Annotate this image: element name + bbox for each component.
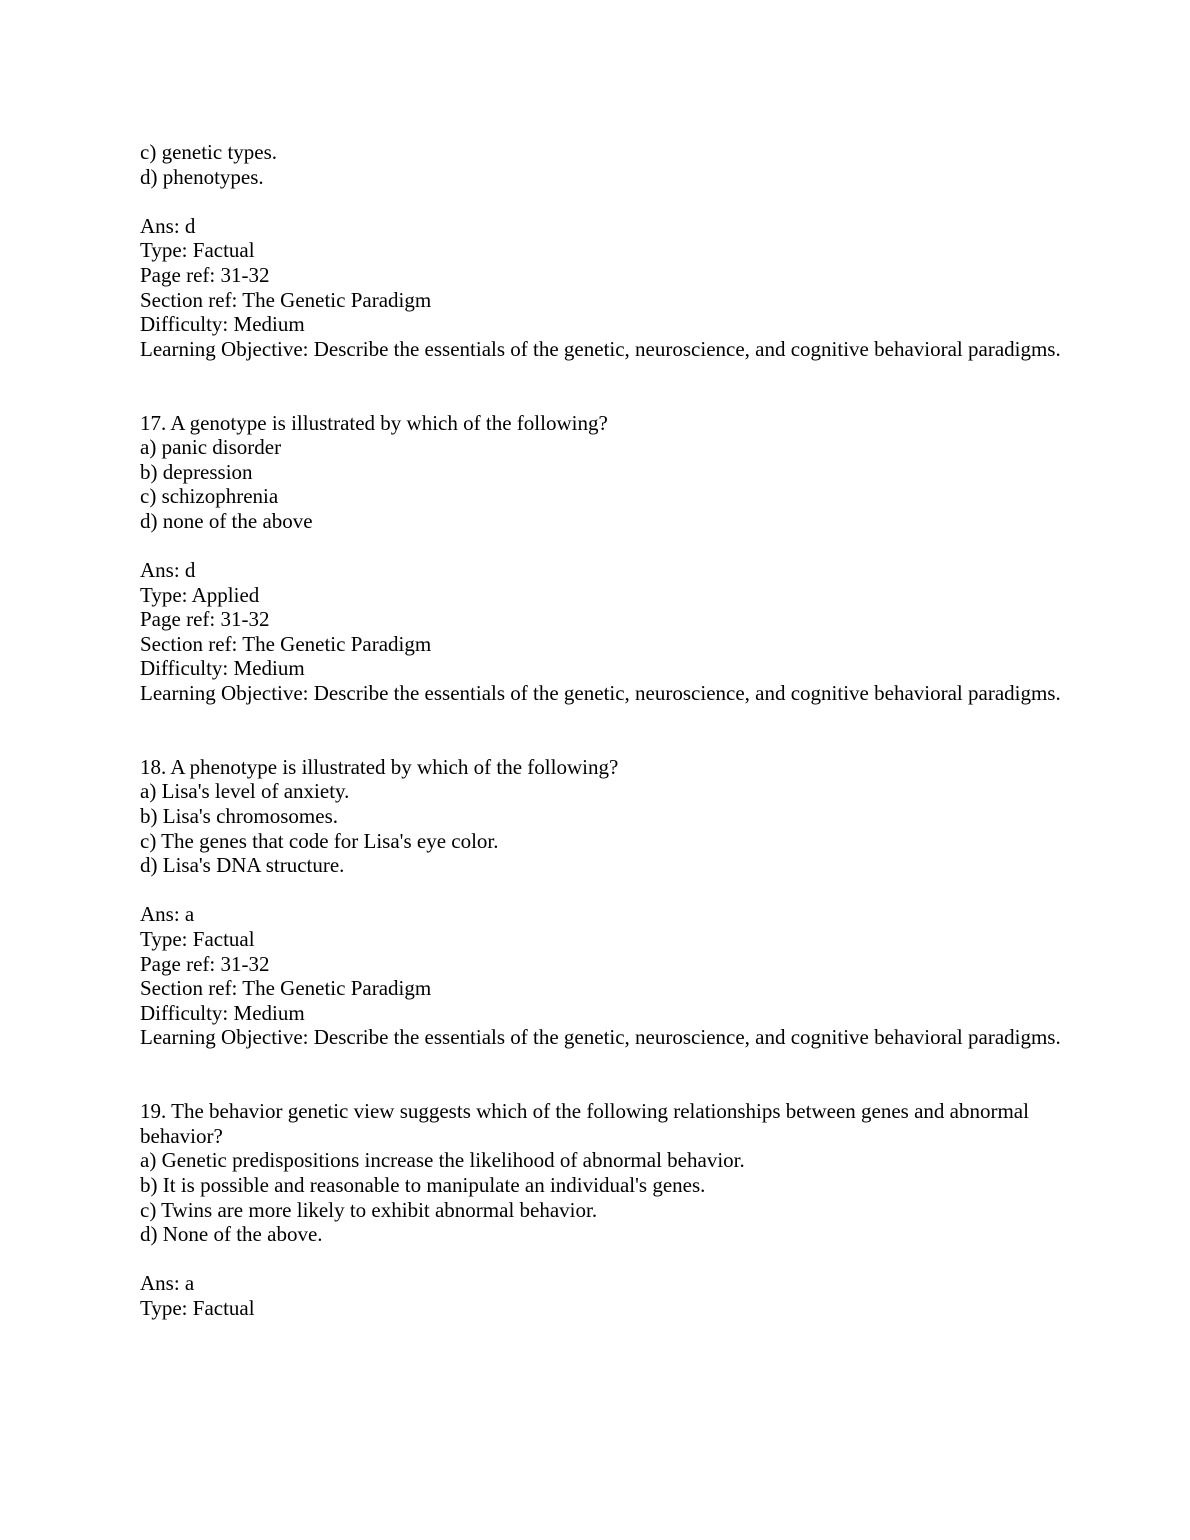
learning-objective-line: Learning Objective: Describe the essentials of the genetic, neuroscience, and cognitive behavioral paradigms. — [140, 336, 1061, 361]
question-stem: 19. The behavior genetic view suggests which of the following relationships between genes and abnormal behavior? — [140, 1099, 1029, 1148]
option-c: c) Twins are more likely to exhibit abnormal behavior. — [140, 1197, 598, 1222]
option-b: b) depression — [140, 459, 253, 484]
page-ref-line: Page ref: 31-32 — [140, 951, 270, 976]
option-c: c) The genes that code for Lisa's eye color. — [140, 828, 499, 853]
section-ref-line: Section ref: The Genetic Paradigm — [140, 287, 432, 312]
difficulty-line: Difficulty: Medium — [140, 312, 305, 337]
question-17 — [140, 411, 1070, 706]
option-a: a) Lisa's level of anxiety. — [140, 779, 350, 804]
option-d: d) None of the above. — [140, 1222, 323, 1247]
type-line: Type: Factual — [140, 1295, 255, 1320]
question-18 — [140, 755, 1070, 1050]
document-page — [140, 140, 1070, 1321]
learning-objective-line: Learning Objective: Describe the essentials of the genetic, neuroscience, and cognitive behavioral paradigms. — [140, 1025, 1061, 1050]
option-d: d) phenotypes. — [140, 164, 264, 189]
question-19 — [140, 1099, 1070, 1320]
section-ref-line: Section ref: The Genetic Paradigm — [140, 631, 432, 656]
answer-line: Ans: a — [140, 902, 195, 927]
option-c: c) genetic types. — [140, 140, 278, 164]
section-ref-line: Section ref: The Genetic Paradigm — [140, 976, 432, 1001]
question-16-continuation — [140, 140, 1070, 361]
answer-line: Ans: d — [140, 558, 196, 583]
learning-objective-line: Learning Objective: Describe the essentials of the genetic, neuroscience, and cognitive behavioral paradigms. — [140, 681, 1061, 706]
option-d: d) none of the above — [140, 508, 313, 533]
option-b: b) It is possible and reasonable to manipulate an individual's genes. — [140, 1172, 706, 1197]
page-ref-line: Page ref: 31-32 — [140, 262, 270, 287]
option-a: a) Genetic predispositions increase the likelihood of abnormal behavior. — [140, 1148, 745, 1173]
answer-line: Ans: a — [140, 1271, 195, 1296]
question-stem: 18. A phenotype is illustrated by which of the following? — [140, 754, 619, 779]
page-ref-line: Page ref: 31-32 — [140, 607, 270, 632]
option-c: c) schizophrenia — [140, 484, 279, 509]
option-a: a) panic disorder — [140, 435, 282, 460]
question-stem: 17. A genotype is illustrated by which of the following? — [140, 410, 608, 435]
type-line: Type: Applied — [140, 582, 260, 607]
difficulty-line: Difficulty: Medium — [140, 1000, 305, 1025]
type-line: Type: Factual — [140, 927, 255, 951]
type-line: Type: Factual — [140, 238, 255, 263]
option-b: b) Lisa's chromosomes. — [140, 804, 339, 829]
option-d: d) Lisa's DNA structure. — [140, 853, 345, 878]
difficulty-line: Difficulty: Medium — [140, 656, 305, 681]
answer-line: Ans: d — [140, 213, 196, 238]
